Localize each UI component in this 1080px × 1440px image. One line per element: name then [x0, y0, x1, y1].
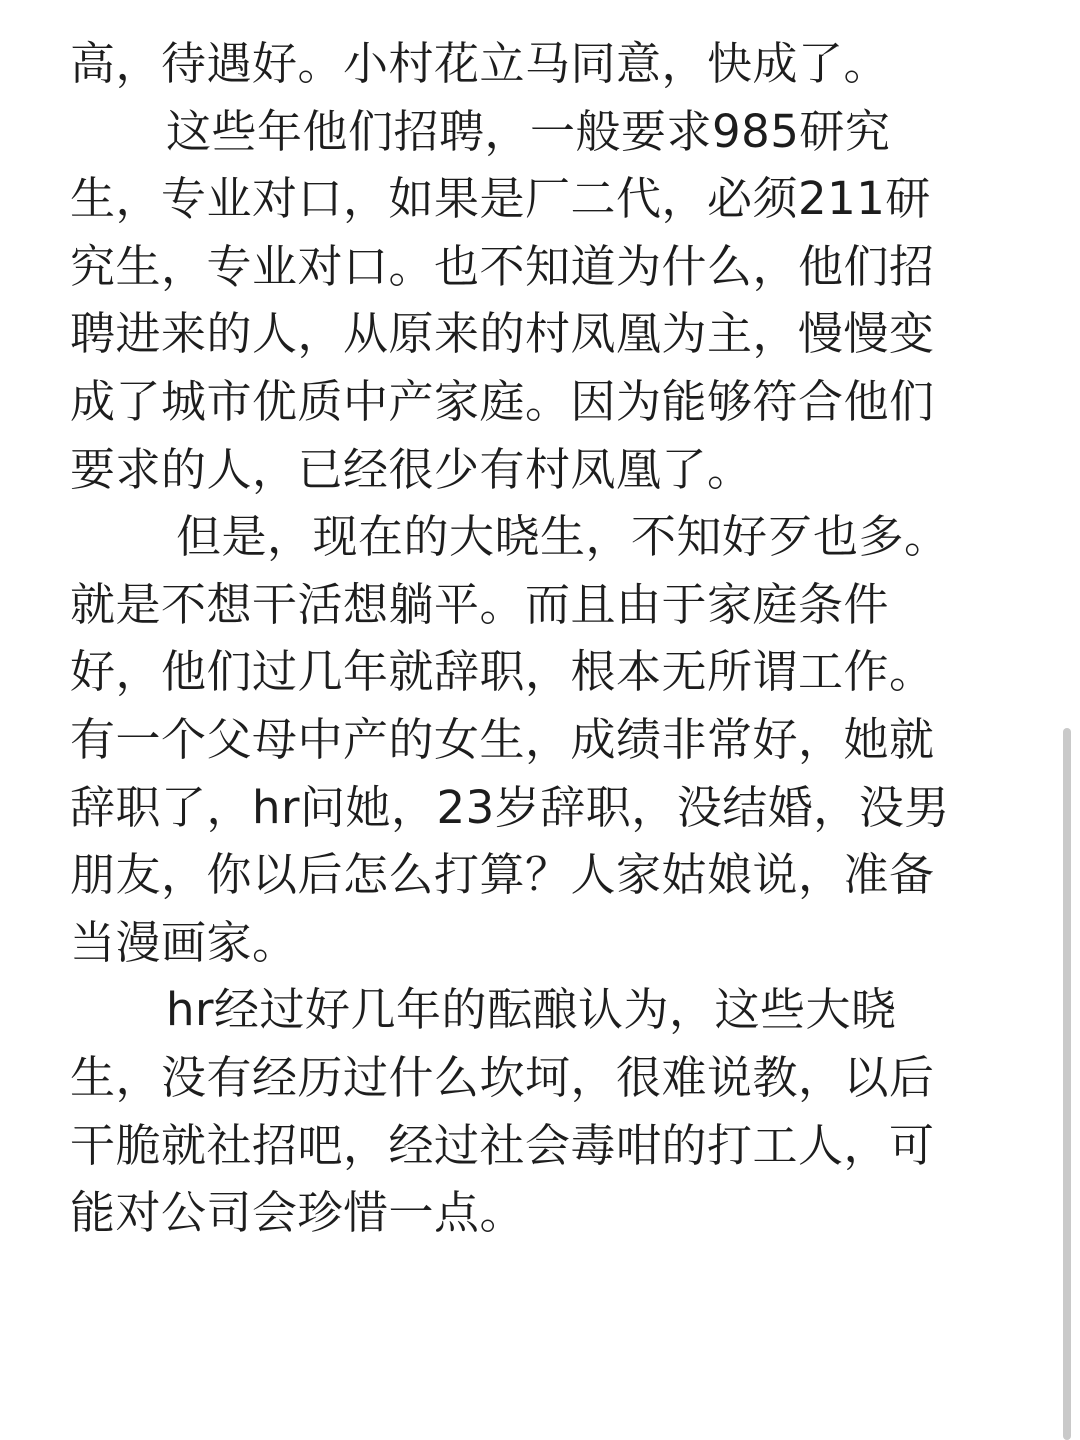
text-line: 聘进来的人，从原来的村凤凰为主，慢慢变 — [70, 307, 935, 361]
text-line: 要求的人，已经很少有村凤凰了。 — [70, 442, 753, 496]
text-line: 当漫画家。 — [70, 915, 298, 969]
text-line: hr经过好几年的酝酿认为，这些大晓 — [166, 983, 897, 1037]
text-line: 高，待遇好。小村花立马同意，快成了。 — [70, 37, 890, 90]
text-line: 但是，现在的大晓生，不知好歹也多。 — [176, 510, 950, 564]
text-line: 好，他们过几年就辞职，根本无所谓工作。 — [70, 645, 935, 699]
text-line: 成了城市优质中产家庭。因为能够符合他们 — [70, 374, 935, 428]
text-line: 究生，专业对口。也不知道为什么，他们招 — [70, 239, 935, 293]
note-body — [70, 30, 1030, 1247]
text-line: 干脆就社招吧，经过社会毒咁的打工人，可 — [70, 1118, 935, 1172]
text-line: 朋友，你以后怎么打算？人家姑娘说，准备 — [70, 848, 935, 902]
text-line: 辞职了，hr问她，23岁辞职，没结婚，没男 — [70, 780, 950, 834]
text-line: 这些年他们招聘，一般要求985研究 — [166, 104, 891, 158]
vertical-scrollbar[interactable] — [1063, 728, 1071, 1440]
text-line: 能对公司会珍惜一点。 — [70, 1186, 526, 1240]
text-line: 就是不想干活想躺平。而且由于家庭条件 — [70, 577, 890, 631]
text-line: 生，专业对口，如果是厂二代，必须211研 — [70, 172, 931, 226]
text-line: 生，没有经历过什么坎坷，很难说教，以后 — [70, 1050, 935, 1104]
text-line: 有一个父母中产的女生，成绩非常好，她就 — [70, 712, 935, 766]
